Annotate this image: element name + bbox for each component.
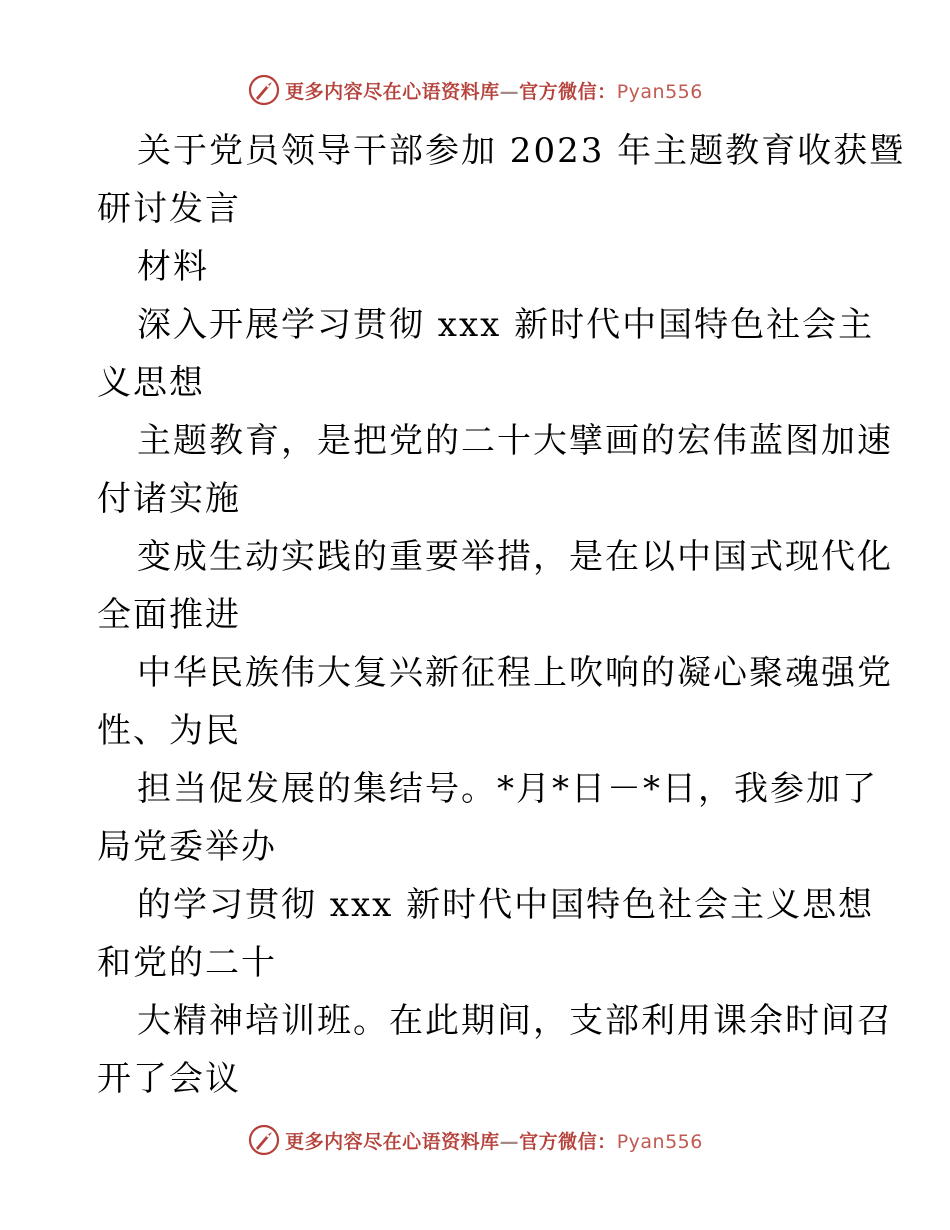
paragraph [97,760,878,876]
header-watermark-text [285,77,703,104]
paragraph-first-line: 关于党员领导干部参加 2023 年主题教育收获暨 [137,131,906,171]
paragraph-first-line: 担当促发展的集结号。*月*日－*日，我参加了 [137,769,878,809]
paragraph-continuation-line: 性、为民 [97,711,241,751]
banner-dash: — [499,1130,520,1153]
paragraph [97,412,893,528]
banner-handle: Pyan556 [616,80,703,103]
paragraph-first-line: 大精神培训班。在此期间，支部利用课余时间召 [137,1001,893,1041]
header-watermark-banner [0,70,950,110]
footer-watermark-banner [0,1120,950,1160]
paragraph-first-line: 深入开展学习贯彻 xxx 新时代中国特色社会主 [137,305,875,345]
paragraph-continuation-line: 开了会议 [97,1059,241,1099]
paragraph [97,122,906,238]
footer-watermark-text [285,1127,703,1154]
banner-handle: Pyan556 [616,1130,703,1153]
paragraph [97,876,875,992]
paragraph [97,296,875,412]
paragraph [97,992,893,1108]
banner-main-text: 更多内容尽在心语资料库 [285,1130,500,1153]
paragraph-continuation-line: 和党的二十 [97,943,277,983]
paragraph-first-line: 中华民族伟大复兴新征程上吹响的凝心聚魂强党 [137,653,893,693]
banner-dash: — [499,80,520,103]
paragraph-continuation-line: 全面推进 [97,595,241,635]
document-body [97,122,906,1108]
paragraph [97,528,893,644]
pen-nib-circle-icon [247,1123,281,1157]
paragraph [97,644,893,760]
paragraph [97,238,857,296]
paragraph-continuation-line: 局党委举办 [97,827,277,867]
banner-label: 官方微信： [519,80,617,103]
pen-nib-circle-icon [247,73,281,107]
paragraph-continuation-line: 研讨发言 [97,189,241,229]
paragraph-first-line: 主题教育，是把党的二十大擘画的宏伟蓝图加速 [137,421,893,461]
paragraph-first-line: 的学习贯彻 xxx 新时代中国特色社会主义思想 [137,885,875,925]
paragraph-continuation-line: 付诸实施 [97,479,241,519]
paragraph-continuation-line: 义思想 [97,363,205,403]
banner-main-text: 更多内容尽在心语资料库 [285,80,500,103]
paragraph-first-line: 材料 [137,247,209,287]
banner-label: 官方微信： [519,1130,617,1153]
paragraph-first-line: 变成生动实践的重要举措，是在以中国式现代化 [137,537,893,577]
